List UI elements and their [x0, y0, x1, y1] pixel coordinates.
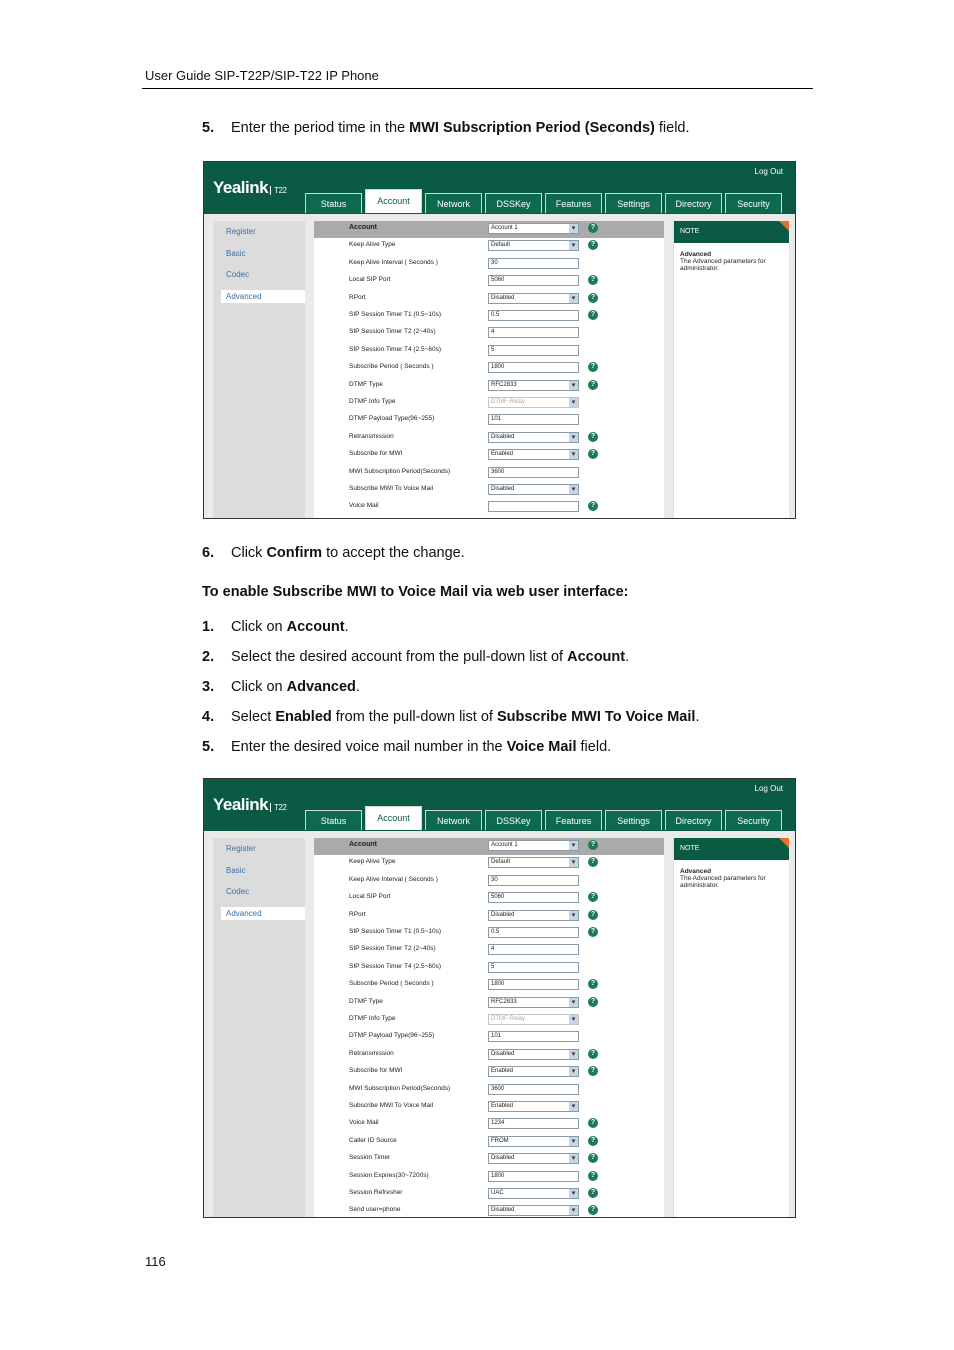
- help-icon[interactable]: ?: [588, 1066, 598, 1076]
- sidebar-item-codec[interactable]: Codec: [226, 887, 250, 897]
- mwi-subscription-period-seconds-input-field[interactable]: 3600: [488, 467, 579, 478]
- setting-row-subscribe-period-seconds: [314, 977, 664, 994]
- setting-row-dtmf-info-type: [314, 1012, 664, 1029]
- subscribe-period-seconds-input-field[interactable]: 1800: [488, 979, 579, 990]
- step-text: to accept the change.: [322, 545, 465, 561]
- setting-label: Local SIP Port: [349, 276, 391, 284]
- dtmf-payload-type-96-255-input-field[interactable]: 101: [488, 1031, 579, 1042]
- setting-row-rport: [314, 908, 664, 925]
- step-text: Click on: [231, 619, 287, 635]
- setting-row-voice-mail: [314, 1116, 664, 1133]
- yealink-logo: Yealink T22: [213, 795, 287, 814]
- help-icon[interactable]: ?: [588, 501, 598, 511]
- help-icon[interactable]: ?: [588, 840, 598, 850]
- sidebar-item-codec[interactable]: Codec: [226, 270, 250, 280]
- mwi-subscription-period-seconds-input-field[interactable]: 3600: [488, 1084, 579, 1095]
- dtmf-type-select-dropdown[interactable]: RFC2833 ▾: [488, 997, 579, 1008]
- help-icon[interactable]: ?: [588, 1049, 598, 1059]
- setting-label: Subscribe for MWI: [349, 1067, 403, 1075]
- help-icon[interactable]: ?: [588, 223, 598, 233]
- step-text: Select: [231, 709, 276, 725]
- logout-link[interactable]: Log Out: [754, 784, 783, 793]
- setting-label: SIP Session Timer T1 (0.5~10s): [349, 311, 442, 318]
- tab-network[interactable]: Network: [425, 193, 482, 213]
- setting-row-sip-session-timer-t1-0-5-10s: [314, 308, 664, 325]
- setting-label: Session Expires(30~7200s): [349, 1171, 429, 1179]
- setting-label: DTMF Type: [349, 997, 383, 1005]
- step-1: [202, 619, 349, 635]
- setting-label: SIP Session Timer T2 (2~40s): [349, 328, 436, 336]
- sip-session-timer-t4-2-5-60s-input-field[interactable]: 5: [488, 345, 579, 356]
- setting-label: Account: [349, 224, 377, 231]
- note-panel: [673, 221, 789, 518]
- tab-security[interactable]: Security: [725, 810, 782, 830]
- tab-security[interactable]: Security: [725, 193, 782, 213]
- voice-mail-input-field[interactable]: [488, 501, 579, 512]
- setting-row-subscribe-mwi-to-voice-mail: [314, 482, 664, 499]
- step-bold: Account: [567, 649, 626, 665]
- step-text: .: [695, 709, 700, 725]
- session-timer-select-dropdown[interactable]: Disabled ▾: [488, 1153, 579, 1164]
- setting-row-dtmf-type: [314, 378, 664, 395]
- setting-label: SIP Session Timer T1 (0.5~10s): [349, 928, 442, 935]
- rport-select-dropdown[interactable]: Disabled ▾: [488, 293, 579, 304]
- setting-label: Keep Alive Type: [349, 858, 396, 866]
- voice-mail-input-field[interactable]: 1234: [488, 1118, 579, 1129]
- setting-row-caller-id-source: [314, 1134, 664, 1151]
- keep-alive-interval-seconds-input-field[interactable]: 30: [488, 875, 579, 886]
- session-expires-30-7200s-input-field[interactable]: 1800: [488, 1171, 579, 1182]
- step-5: [202, 739, 611, 755]
- step-text: Enter the period time in the: [231, 120, 410, 136]
- setting-label: RPort: [349, 910, 366, 918]
- subscribe-mwi-to-voice-mail-select-dropdown[interactable]: Enabled ▾: [488, 1101, 579, 1112]
- sidebar: [213, 838, 305, 1217]
- tab-network[interactable]: Network: [425, 810, 482, 830]
- session-refresher-select-dropdown[interactable]: UAC ▾: [488, 1188, 579, 1199]
- sip-session-timer-t4-2-5-60s-input-field[interactable]: 5: [488, 962, 579, 973]
- sidebar-item-basic[interactable]: Basic: [226, 248, 246, 258]
- tab-dsskey[interactable]: DSSKey: [485, 810, 542, 830]
- setting-label: Subscribe Period ( Seconds ): [349, 980, 434, 988]
- keep-alive-type-select-dropdown[interactable]: Default ▾: [488, 857, 579, 868]
- setting-label: Caller ID Source: [349, 1136, 397, 1144]
- setting-label: Retransmission: [349, 432, 394, 440]
- step-text: .: [625, 649, 630, 665]
- sip-session-timer-t1-0-5-10s-input-field[interactable]: 0.5: [488, 310, 579, 321]
- caller-id-source-select-dropdown[interactable]: FROM ▾: [488, 1136, 579, 1147]
- setting-row-keep-alive-interval-seconds: [314, 256, 664, 273]
- tab-directory[interactable]: Directory: [665, 193, 722, 213]
- step-text: .: [344, 619, 349, 635]
- note-panel: [673, 838, 789, 1217]
- dtmf-info-type-select-dropdown: DTMF-Relay ▾: [488, 1014, 579, 1025]
- setting-label: MWI Subscription Period(Seconds): [349, 1084, 451, 1092]
- step-bold: Confirm: [266, 545, 323, 561]
- dtmf-type-select-dropdown[interactable]: RFC2833 ▾: [488, 380, 579, 391]
- keep-alive-interval-seconds-input-field[interactable]: 30: [488, 258, 579, 269]
- setting-row-retransmission: [314, 1047, 664, 1064]
- step-3: [202, 679, 360, 695]
- setting-row-send-user-phone: [314, 1203, 664, 1218]
- setting-label: Voice Mail: [349, 502, 379, 510]
- setting-row-dtmf-type: [314, 995, 664, 1012]
- advanced-form: [314, 221, 664, 518]
- setting-label: DTMF Payload Type(96~255): [349, 1032, 435, 1040]
- setting-row-sip-session-timer-t4-2-5-60s: [314, 960, 664, 977]
- setting-row-keep-alive-interval-seconds: [314, 873, 664, 890]
- step-number: 5.: [202, 739, 215, 755]
- step-bold: Account: [286, 619, 345, 635]
- setting-label: SIP Session Timer T4 (2.5~60s): [349, 962, 442, 970]
- tab-features[interactable]: Features: [545, 810, 602, 830]
- note-body: The Advanced parameters for administrator.: [680, 875, 766, 889]
- step-text: field.: [576, 739, 612, 755]
- retransmission-select-dropdown[interactable]: Disabled ▾: [488, 1049, 579, 1060]
- help-icon[interactable]: ?: [588, 293, 598, 303]
- setting-label: Session Refresher: [349, 1189, 403, 1196]
- setting-row-sip-session-timer-t4-2-5-60s: [314, 343, 664, 360]
- setting-label: Subscribe MWI To Voice Mail: [349, 1102, 434, 1109]
- page-number: 116: [145, 1254, 166, 1269]
- account-select-dropdown[interactable]: Account 1 ▾: [488, 840, 579, 851]
- tab-settings[interactable]: Settings: [605, 193, 662, 213]
- setting-row-dtmf-payload-type-96-255: [314, 1029, 664, 1046]
- setting-row-rport: [314, 291, 664, 308]
- setting-row-subscribe-period-seconds: [314, 360, 664, 377]
- help-icon[interactable]: ?: [588, 362, 598, 372]
- setting-row-mwi-subscription-period-seconds: [314, 1082, 664, 1099]
- note-title: NOTE: [674, 221, 789, 243]
- help-icon[interactable]: ?: [588, 1188, 598, 1198]
- help-icon[interactable]: ?: [588, 275, 598, 285]
- help-icon[interactable]: ?: [588, 1136, 598, 1146]
- rport-select-dropdown[interactable]: Disabled ▾: [488, 910, 579, 921]
- setting-row-subscribe-mwi-to-voice-mail: [314, 1099, 664, 1116]
- help-icon[interactable]: ?: [588, 857, 598, 867]
- setting-label: Session Timer: [349, 1154, 391, 1162]
- help-icon[interactable]: ?: [588, 310, 598, 320]
- step-2: [202, 649, 629, 665]
- setting-label: DTMF Type: [349, 380, 383, 388]
- step-6-confirm: [202, 545, 465, 561]
- help-icon[interactable]: ?: [588, 1205, 598, 1215]
- setting-row-mwi-subscription-period-seconds: [314, 465, 664, 482]
- step-number: 4.: [202, 709, 215, 725]
- setting-label: Voice Mail: [349, 1119, 379, 1127]
- subscribe-period-seconds-input-field[interactable]: 1800: [488, 362, 579, 373]
- setting-row-local-sip-port: [314, 890, 664, 907]
- setting-row-account: [314, 838, 664, 855]
- keep-alive-type-select-dropdown[interactable]: Default ▾: [488, 240, 579, 251]
- setting-label: DTMF Info Type: [349, 398, 396, 405]
- step-text: Select the desired account from the pull-down list of: [231, 649, 568, 665]
- setting-label: Send user=phone: [349, 1206, 401, 1214]
- help-icon[interactable]: ?: [588, 1153, 598, 1163]
- tab-settings[interactable]: Settings: [605, 810, 662, 830]
- step-bold: Subscribe MWI To Voice Mail: [496, 709, 696, 725]
- account-select-dropdown[interactable]: Account 1 ▾: [488, 223, 579, 234]
- screenshot-advanced-after: [203, 778, 796, 1218]
- setting-row-local-sip-port: [314, 273, 664, 290]
- screenshot-advanced-before: [203, 161, 796, 519]
- setting-label: DTMF Info Type: [349, 1015, 396, 1022]
- advanced-form: [314, 838, 664, 1217]
- page-header: User Guide SIP-T22P/SIP-T22 IP Phone: [145, 68, 379, 83]
- setting-label: SIP Session Timer T2 (2~40s): [349, 945, 436, 953]
- step-text: Click: [231, 545, 267, 561]
- web-ui-header: [204, 779, 795, 831]
- step-bold: Enabled: [275, 709, 332, 725]
- setting-row-subscribe-for-mwi: [314, 447, 664, 464]
- sidebar-item-register[interactable]: Register: [226, 844, 256, 853]
- help-icon[interactable]: ?: [588, 449, 598, 459]
- dtmf-info-type-select-dropdown: DTMF-Relay ▾: [488, 397, 579, 408]
- setting-label: DTMF Payload Type(96~255): [349, 415, 435, 423]
- setting-row-account: [314, 221, 664, 238]
- procedure-heading: To enable Subscribe MWI to Voice Mail via web user interface:: [202, 584, 629, 600]
- setting-row-subscribe-for-mwi: [314, 1064, 664, 1081]
- header-rule: [142, 88, 813, 89]
- step-bold: Voice Mail: [506, 739, 577, 755]
- main-tabs: [305, 193, 785, 213]
- setting-label: Local SIP Port: [349, 893, 391, 901]
- setting-label: Subscribe MWI To Voice Mail: [349, 485, 434, 492]
- sidebar-item-advanced[interactable]: Advanced: [221, 290, 305, 303]
- setting-row-session-expires-30-7200s: [314, 1169, 664, 1186]
- step-number: 3.: [202, 679, 215, 695]
- setting-label: RPort: [349, 293, 366, 301]
- step-number: 1.: [202, 619, 215, 635]
- setting-row-dtmf-info-type: [314, 395, 664, 412]
- setting-row-sip-session-timer-t2-2-40s: [314, 325, 664, 342]
- note-text: [674, 860, 789, 897]
- setting-row-session-timer: [314, 1151, 664, 1168]
- tab-directory[interactable]: Directory: [665, 810, 722, 830]
- sidebar-item-advanced[interactable]: Advanced: [221, 907, 305, 920]
- local-sip-port-input-field[interactable]: 5060: [488, 892, 579, 903]
- setting-row-sip-session-timer-t1-0-5-10s: [314, 925, 664, 942]
- setting-label: Keep Alive Interval ( Seconds ): [349, 875, 438, 883]
- step-bold: MWI Subscription Period (Seconds): [409, 120, 655, 136]
- web-ui-body: [204, 214, 795, 518]
- sidebar: [213, 221, 305, 518]
- setting-label: MWI Subscription Period(Seconds): [349, 467, 451, 475]
- setting-label: Keep Alive Interval ( Seconds ): [349, 258, 438, 266]
- step-bold: Advanced: [286, 679, 356, 695]
- setting-row-dtmf-payload-type-96-255: [314, 412, 664, 429]
- local-sip-port-input-field[interactable]: 5060: [488, 275, 579, 286]
- tab-dsskey[interactable]: DSSKey: [485, 193, 542, 213]
- yealink-logo: Yealink T22: [213, 178, 287, 197]
- help-icon[interactable]: ?: [588, 892, 598, 902]
- setting-label: Subscribe Period ( Seconds ): [349, 363, 434, 371]
- step-number: 2.: [202, 649, 215, 665]
- setting-row-voice-mail: [314, 499, 664, 516]
- web-ui-header: [204, 162, 795, 214]
- step-number: 5.: [202, 120, 215, 136]
- note-body: The Advanced parameters for administrator.: [680, 258, 766, 272]
- note-title: NOTE: [674, 838, 789, 860]
- setting-row-keep-alive-type: [314, 855, 664, 872]
- help-icon[interactable]: ?: [588, 432, 598, 442]
- web-ui-body: [204, 831, 795, 1217]
- sidebar-item-register[interactable]: Register: [226, 227, 256, 236]
- step-4: [202, 709, 699, 725]
- note-text: [674, 243, 789, 280]
- tab-status[interactable]: Status: [305, 810, 362, 830]
- subscribe-for-mwi-select-dropdown[interactable]: Enabled ▾: [488, 1066, 579, 1077]
- main-tabs: [305, 810, 785, 830]
- setting-row-sip-session-timer-t2-2-40s: [314, 942, 664, 959]
- setting-label: SIP Session Timer T4 (2.5~60s): [349, 345, 442, 353]
- setting-row-keep-alive-type: [314, 238, 664, 255]
- note-heading: Advanced: [680, 251, 712, 258]
- help-icon[interactable]: ?: [588, 927, 598, 937]
- tab-account[interactable]: Account: [365, 189, 422, 213]
- step-text: from the pull-down list of: [331, 709, 497, 725]
- step-5-mwi-period: [202, 120, 690, 136]
- retransmission-select-dropdown[interactable]: Disabled ▾: [488, 432, 579, 443]
- help-icon[interactable]: ?: [588, 997, 598, 1007]
- step-number: 6.: [202, 545, 215, 561]
- setting-label: Account: [349, 841, 377, 848]
- help-icon[interactable]: ?: [588, 240, 598, 250]
- send-user-phone-select-dropdown[interactable]: Disabled ▾: [488, 1205, 579, 1216]
- sip-session-timer-t2-2-40s-input-field[interactable]: 4: [488, 944, 579, 955]
- step-text: Enter the desired voice mail number in the: [231, 739, 507, 755]
- help-icon[interactable]: ?: [588, 380, 598, 390]
- help-icon[interactable]: ?: [588, 1171, 598, 1181]
- tab-features[interactable]: Features: [545, 193, 602, 213]
- step-text: field.: [654, 120, 690, 136]
- dtmf-payload-type-96-255-input-field[interactable]: 101: [488, 414, 579, 425]
- setting-row-retransmission: [314, 430, 664, 447]
- subscribe-for-mwi-select-dropdown[interactable]: Enabled ▾: [488, 449, 579, 460]
- setting-label: Retransmission: [349, 1049, 394, 1057]
- setting-label: Keep Alive Type: [349, 241, 396, 249]
- sip-session-timer-t1-0-5-10s-input-field[interactable]: 0.5: [488, 927, 579, 938]
- subscribe-mwi-to-voice-mail-select-dropdown[interactable]: Disabled ▾: [488, 484, 579, 495]
- setting-label: Subscribe for MWI: [349, 450, 403, 458]
- sip-session-timer-t2-2-40s-input-field[interactable]: 4: [488, 327, 579, 338]
- note-heading: Advanced: [680, 868, 712, 875]
- step-text: Click on: [231, 679, 287, 695]
- help-icon[interactable]: ?: [588, 1118, 598, 1128]
- setting-row-session-refresher: [314, 1186, 664, 1203]
- help-icon[interactable]: ?: [588, 910, 598, 920]
- step-text: .: [355, 679, 360, 695]
- help-icon[interactable]: ?: [588, 979, 598, 989]
- tab-status[interactable]: Status: [305, 193, 362, 213]
- sidebar-item-basic[interactable]: Basic: [226, 865, 246, 875]
- tab-account[interactable]: Account: [365, 806, 422, 830]
- logout-link[interactable]: Log Out: [754, 167, 783, 176]
